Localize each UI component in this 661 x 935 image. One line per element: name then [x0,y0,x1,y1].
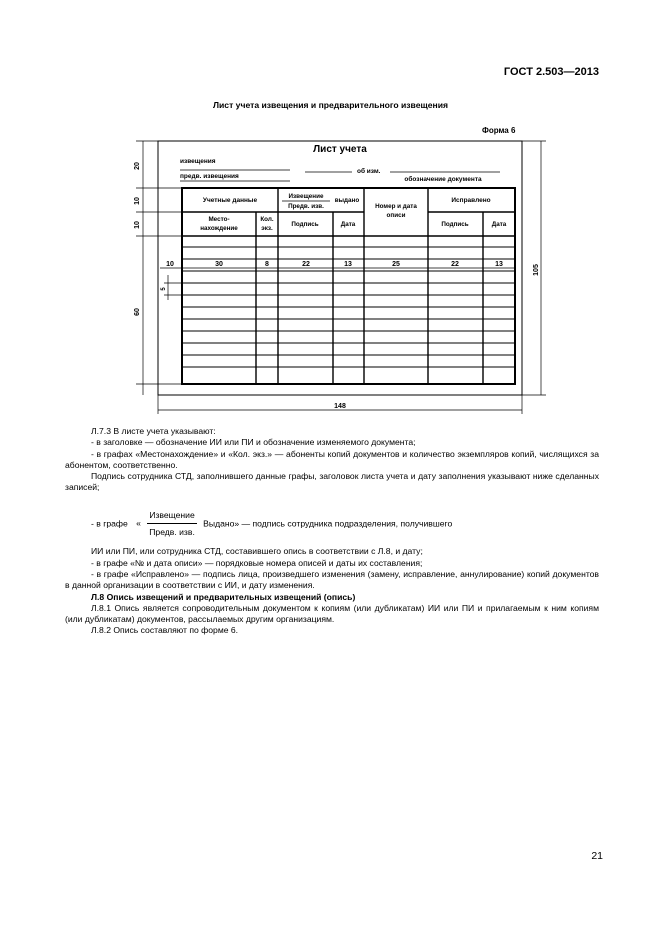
col-data: Дата [340,221,356,228]
para-signature [65,471,599,494]
para-ii-pi: ИИ или ПИ, или сотрудника СТД, составившего опись в соответствии с Л.8, и дату; [91,546,423,557]
dim-col-5: 13 [344,261,352,268]
dim-left-2: 10 [134,197,141,205]
section-l8-heading: Л.8 Опись извещений и предварительных извещений (опись) [91,591,356,602]
para-header-item: - в заголовке — обозначение ИИ или ПИ и обозначение изменяемого документа; [91,437,416,448]
body-text [65,426,599,637]
col-uchet: Учетные данные [202,197,258,204]
para-opis: - в графе «№ и дата описи» — порядковые номера описей и даты их составления; [91,557,423,568]
col-izv-bottom: Предв. изв. [288,203,324,210]
col-data2: Дата [491,221,507,228]
col-dims [166,261,503,268]
col-izv-top: Извещение [288,193,324,200]
col-kol-line2: экз. [261,225,273,232]
dim-col-6: 25 [392,261,400,268]
col-kol-line1: Кол. [260,216,274,223]
fraction-denominator: Предв. изв. [149,527,195,538]
col-podpis2: Подпись [441,221,469,228]
dim-col-3: 8 [265,261,269,268]
para-l73: Л.7.3 В листе учета указывают: [91,426,216,436]
dim-col-8: 13 [495,261,503,268]
sheet-title: Лист учета [313,144,367,155]
left-dims [134,162,167,316]
page-number: 21 [591,850,603,862]
para-columns-text: - в графах «Местонахождение» и «Кол. экз.» — абоненты копий документов и количество экземпляров копий, числящихся за абонентом, соответственно. [65,448,599,470]
col-vydano: выдано [334,197,360,204]
fraction-prefix: - в графе [91,518,128,529]
col-ispr: Исправлено [451,197,491,204]
field-izv: извещения [180,158,216,165]
para-l81 [65,603,599,626]
para-signature-text: Подпись сотрудника СТД, заполнившего данные графы, заголовок листа учета и дату заполнения указывают ниже сделанных записей; [65,471,599,493]
fraction [147,510,196,539]
dim-col-1: 10 [166,261,174,268]
field-ob: об изм. [357,168,381,175]
dim-left-1: 20 [134,162,141,170]
para-ispravleno-text: - в графе «Исправлено» — подпись лица, произведшего изменения (замену, исправление, аннулирование) копий документов в данной организации в соответствии с ИИ, и дату изменения. [65,568,599,591]
dim-total-width: 148 [334,403,346,410]
standard-code: ГОСТ 2.503—2013 [503,66,599,78]
dim-total-height: 105 [533,264,540,276]
para-l81-text: Л.8.1 Опись является сопроводительным документом к копиям (или дубликатам) ИИ или ПИ и прилагаемым к ним копиям (или дубликатам) документов, рассылаемых другим организациям. [65,602,599,625]
col-mesto-line2: нахождение [200,225,238,232]
dim-left-4: 60 [134,308,141,316]
dim-left-3: 10 [134,221,141,229]
fraction-row [91,510,599,539]
fraction-suffix: Выдано» — подпись сотрудника подразделения, получившего [203,518,453,529]
col-mesto-line1: Место- [208,216,230,223]
figure-title: Лист учета извещения и предварительного извещения [212,100,449,110]
para-l82: Л.8.2 Опись составляют по форме 6. [91,625,239,636]
field-pred: предв. извещения [180,173,239,180]
para-ispravleno [65,569,599,592]
dim-col-4: 22 [302,261,310,268]
fraction-numerator: Извещение [147,510,196,524]
field-doc: обозначение документа [404,176,482,183]
col-podpis: Подпись [291,221,319,228]
fraction-open-quote: « [136,518,141,529]
dim-col-7: 22 [451,261,459,268]
para-columns-item [65,449,599,472]
col-nomer-line2: описи [386,212,406,219]
form-label: Форма 6 [482,126,516,135]
dim-row: 5 [161,287,167,291]
col-nomer-line1: Номер и дата [375,203,417,210]
dim-col-2: 30 [215,261,223,268]
